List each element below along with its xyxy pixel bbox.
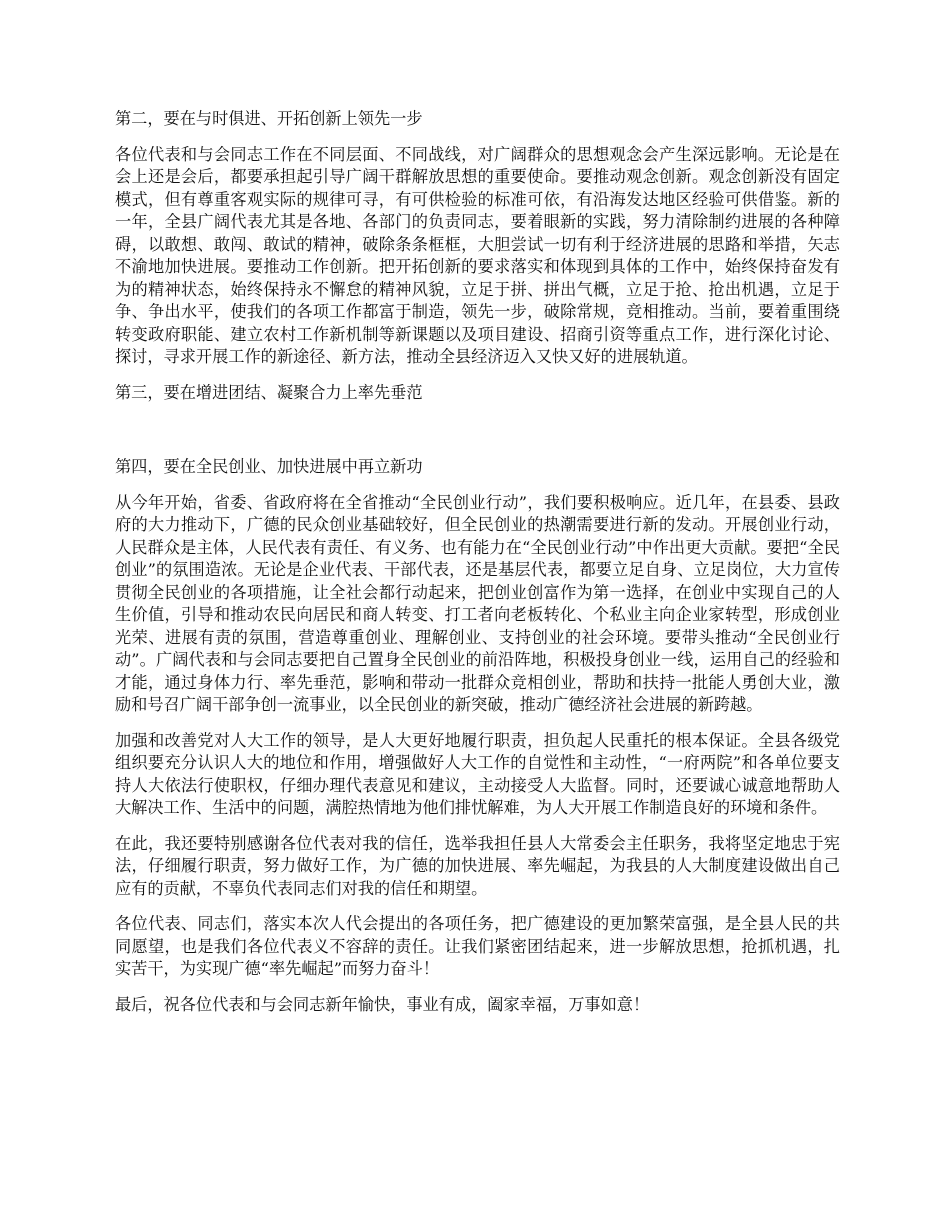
call-to-action-paragraph: 各位代表、同志们，落实本次人代会提出的各项任务，把广德建设的更加繁荣富强，是全县人民的共同愿望，也是我们各位代表义不容辞的责任。让我们紧密团结起来，进一步解放思想，抢抓机遇，扎实苦干，为实现广德“率先崛起”而努力奋斗！ xyxy=(115,914,840,978)
party-leadership-paragraph: 加强和改善党对人大工作的领导，是人大更好地履行职责，担负起人民重托的根本保证。全县各级党组织要充分认识人大的地位和作用，增强做好人大工作的自觉性和主动性，“一府两院”和各单位要支持人大依法行使职权，仔细办理代表意见和建议，主动接受人大监督。同时，还要诚心诚意地帮助人大解决工作、生活中的问题，满腔热情地为他们排忧解难，为人大开展工作制造良好的环境和条件。 xyxy=(115,730,840,817)
document-page xyxy=(115,108,840,1029)
thanks-paragraph: 在此，我还要特别感谢各位代表对我的信任，选举我担任县人大常委会主任职务，我将坚定地忠于宪法，仔细履行职责，努力做好工作，为广德的加快进展、率先崛起，为我县的人大制度建设做出自己应有的贡献，不辜负代表同志们对我的信任和期望。 xyxy=(115,833,840,898)
section-3-heading: 第三，要在增进团结、凝聚合力上率先垂范 xyxy=(115,382,423,402)
section-2-heading: 第二，要在与时俱进、开拓创新上领先一步 xyxy=(115,109,423,128)
section-2-paragraph: 各位代表和与会同志工作在不同层面、不同战线，对广阔群众的思想观念会产生深远影响。无论是在会上还是会后，都要承担起引导广阔干群解放思想的重要使命。要推动观念创新。观念创新没有固定模式，但有尊重客观实际的规律可寻，有可供检验的标准可依，有沿海发达地区经验可供借鉴。新的一年，全县广阔代表尤其是各地、各部门的负责同志，要着眼新的实践，努力清除制约进展的各种障碍，以敢想、敢闯、敢试的精神，破除条条框框，大胆尝试一切有利于经济进展的思路和举措，矢志不渝地加快进展。要推动工作创新。把开拓创新的要求落实和体现到具体的工作中，始终保持奋发有为的精神状态，始终保持永不懈怠的精神风貌，立足于拼、拼出气概，立足于抢、抢出机遇，立足于争、争出水平，使我们的各项工作都富于制造，领先一步，破除常规，竞相推动。当前，要着重围绕转变政府职能、建立农村工作新机制等新课题以及项目建设、招商引资等重点工作，进行深化讨论、探讨，寻求开展工作的新途径、新方法，推动全县经济迈入又快又好的进展轨道。 xyxy=(115,144,840,366)
closing-paragraph: 最后，祝各位代表和与会同志新年愉快，事业有成，阖家幸福，万事如意！ xyxy=(115,994,650,1014)
section-4-heading: 第四，要在全民创业、加快进展中再立新功 xyxy=(115,457,423,476)
section-4-paragraph: 从今年开始，省委、省政府将在全省推动“全民创业行动”，我们要积极响应。近几年，在县委、县政府的大力推动下，广德的民众创业基础较好，但全民创业的热潮需要进行新的发动。开展创业行动，人民群众是主体，人民代表有责任、有义务、也有能力在“全民创业行动”中作出更大贡献。要把“全民创业”的氛围造浓。无论是企业代表、干部代表，还是基层代表，都要立足自身、立足岗位，大力宣传贯彻全民创业的各项措施，让全社会都行动起来，把创业创富作为第一选择，在创业中实现自己的人生价值，引导和推动农民向居民和商人转变、打工者向老板转化、个私业主向企业家转型，形成创业光荣、进展有责的氛围，营造尊重创业、理解创业、支持创业的社会环境。要带头推动“全民创业行动”。广阔代表和与会同志要把自己置身全民创业的前沿阵地，积极投身创业一线，运用自己的经验和才能，通过身体力行、率先垂范，影响和带动一批群众竞相创业，帮助和扶持一批能人勇创大业，激励和号召广阔干部争创一流事业，以全民创业的新突破，推动广德经济社会进展的新跨越。 xyxy=(115,492,840,714)
